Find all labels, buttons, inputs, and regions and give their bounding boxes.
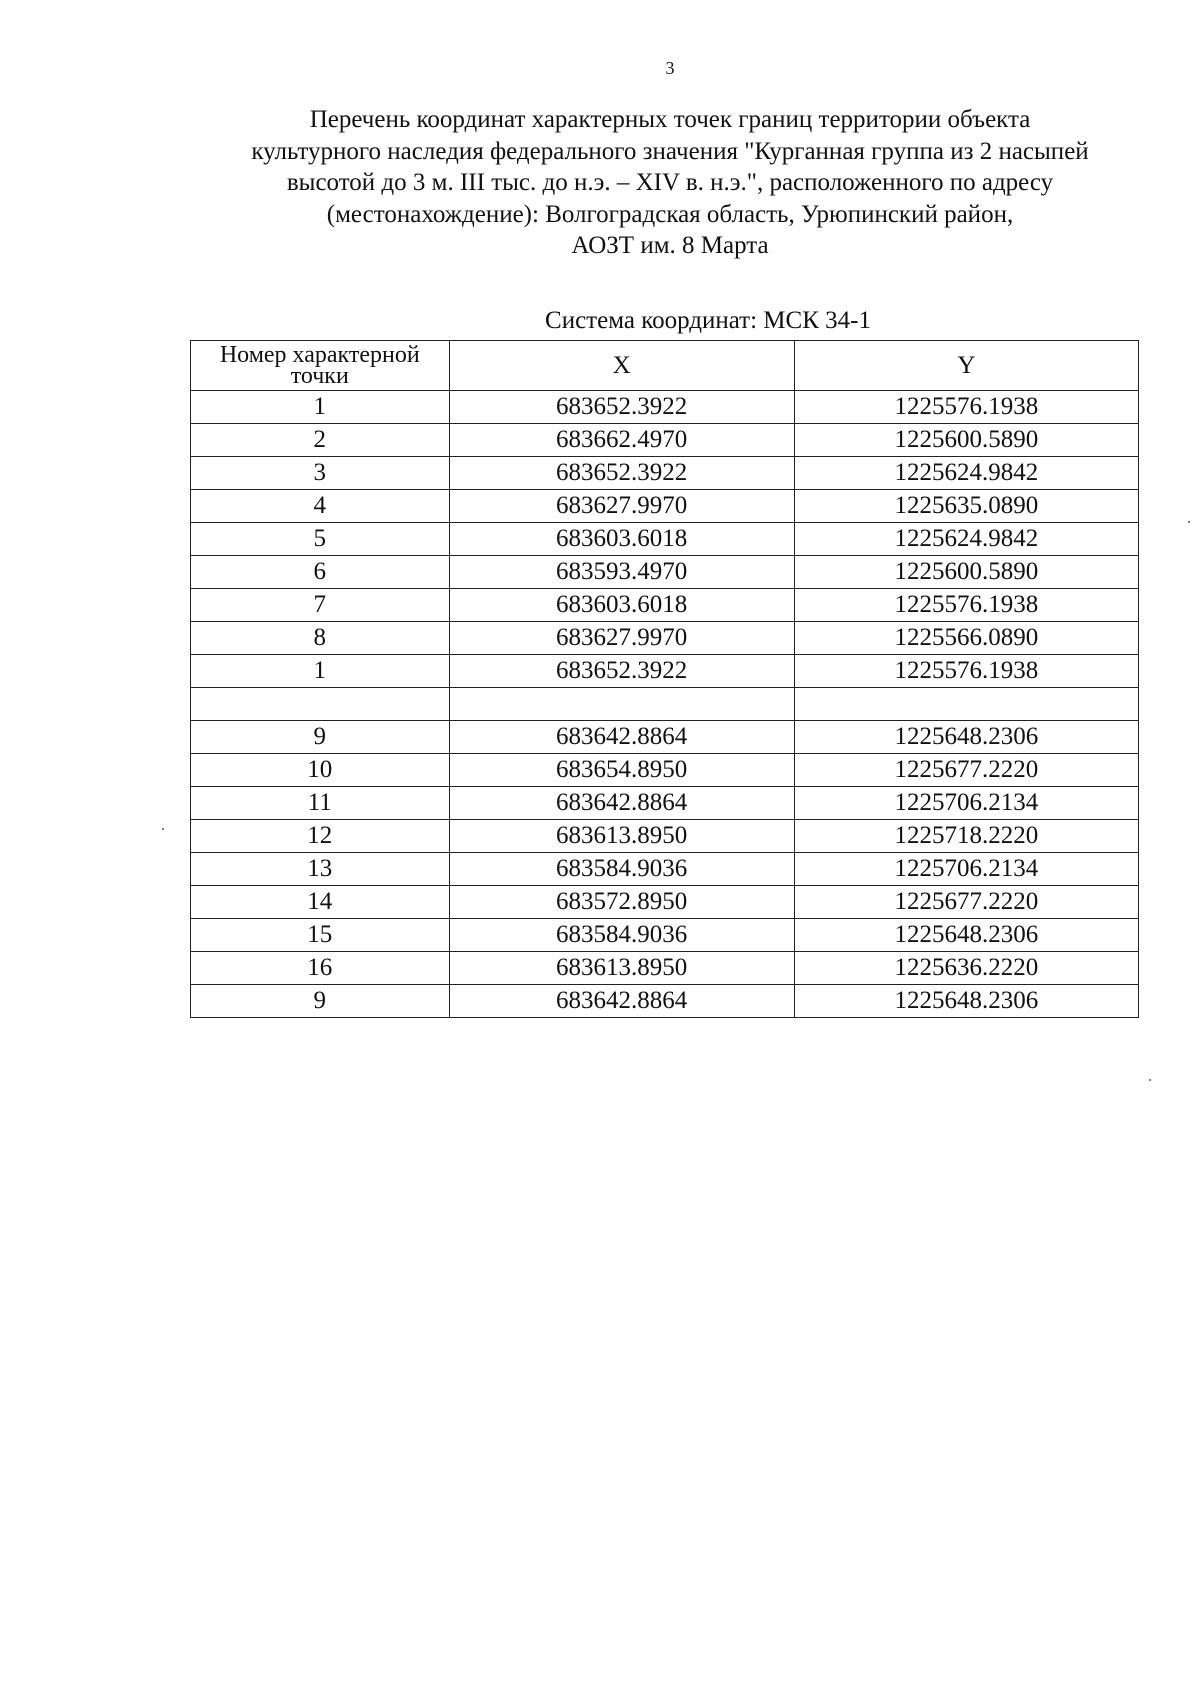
table-row [191, 853, 1139, 886]
cell-y: 1225648.2306 [794, 721, 1138, 754]
cell-y: 1225600.5890 [794, 424, 1138, 457]
cell-point-number: 15 [191, 919, 450, 952]
cell-y: 1225648.2306 [794, 985, 1138, 1018]
table-row [191, 589, 1139, 622]
cell-y: 1225718.2220 [794, 820, 1138, 853]
cell-x: 683642.8864 [449, 985, 794, 1018]
cell-point-number: 2 [191, 424, 450, 457]
cell-point-number: 7 [191, 589, 450, 622]
cell-x: 683613.8950 [449, 820, 794, 853]
table-row [191, 655, 1139, 688]
table-row [191, 424, 1139, 457]
cell-x: 683662.4970 [449, 424, 794, 457]
cell-y: 1225576.1938 [794, 391, 1138, 424]
cell-y: 1225706.2134 [794, 853, 1138, 886]
table-row [191, 622, 1139, 655]
cell-point-number: 3 [191, 457, 450, 490]
cell-point-number [191, 688, 450, 721]
cell-point-number: 13 [191, 853, 450, 886]
table-row [191, 985, 1139, 1018]
table-row [191, 886, 1139, 919]
table-row [191, 391, 1139, 424]
cell-x: 683613.8950 [449, 952, 794, 985]
cell-y: 1225600.5890 [794, 556, 1138, 589]
table-row [191, 787, 1139, 820]
table-row [191, 490, 1139, 523]
cell-y: 1225635.0890 [794, 490, 1138, 523]
cell-point-number: 5 [191, 523, 450, 556]
cell-y: 1225566.0890 [794, 622, 1138, 655]
table-row [191, 688, 1139, 721]
scan-speck [1188, 521, 1190, 523]
table-row [191, 556, 1139, 589]
cell-x: 683652.3922 [449, 655, 794, 688]
table-row [191, 754, 1139, 787]
cell-y [794, 688, 1138, 721]
cell-point-number: 1 [191, 655, 450, 688]
table-row [191, 523, 1139, 556]
cell-x: 683584.9036 [449, 919, 794, 952]
cell-x: 683642.8864 [449, 787, 794, 820]
cell-y: 1225624.9842 [794, 523, 1138, 556]
cell-x: 683603.6018 [449, 523, 794, 556]
cell-point-number: 1 [191, 391, 450, 424]
cell-y: 1225677.2220 [794, 886, 1138, 919]
coordinates-table [190, 340, 1139, 1018]
table-row [191, 721, 1139, 754]
cell-x: 683572.8950 [449, 886, 794, 919]
cell-y: 1225636.2220 [794, 952, 1138, 985]
cell-x: 683584.9036 [449, 853, 794, 886]
cell-x: 683642.8864 [449, 721, 794, 754]
title-line: Перечень координат характерных точек границ территории объекта [309, 106, 1031, 133]
cell-y: 1225706.2134 [794, 787, 1138, 820]
cell-point-number: 14 [191, 886, 450, 919]
header-x: X [449, 341, 794, 391]
cell-point-number: 11 [191, 787, 450, 820]
cell-x: 683654.8950 [449, 754, 794, 787]
cell-point-number: 9 [191, 721, 450, 754]
cell-y: 1225576.1938 [794, 589, 1138, 622]
cell-point-number: 8 [191, 622, 450, 655]
scan-speck [162, 828, 164, 830]
table-header-row [191, 341, 1139, 391]
title-line: АОЗТ им. 8 Марта [571, 232, 769, 259]
title-line: культурного наследия федерального значения "Курганная группа из 2 насыпей [251, 137, 1089, 165]
table-body [191, 391, 1139, 1018]
table-row [191, 820, 1139, 853]
cell-x [449, 688, 794, 721]
header-y: Y [794, 341, 1138, 391]
cell-x: 683652.3922 [449, 457, 794, 490]
header-point-number: Номер характерной точки [191, 341, 450, 391]
title-line: высотой до 3 м. III тыс. до н.э. – XIV в. н.э.", расположенного по адресу [286, 169, 1054, 196]
scan-speck [1149, 1079, 1151, 1081]
cell-point-number: 16 [191, 952, 450, 985]
cell-point-number: 4 [191, 490, 450, 523]
coordinate-system-label: Система координат: МСК 34-1 [545, 307, 871, 334]
document-title [170, 104, 1170, 262]
page-number: 3 [665, 58, 675, 78]
cell-point-number: 9 [191, 985, 450, 1018]
cell-y: 1225624.9842 [794, 457, 1138, 490]
cell-point-number: 12 [191, 820, 450, 853]
cell-y: 1225677.2220 [794, 754, 1138, 787]
cell-x: 683652.3922 [449, 391, 794, 424]
cell-y: 1225648.2306 [794, 919, 1138, 952]
cell-x: 683627.9970 [449, 622, 794, 655]
table-row [191, 952, 1139, 985]
cell-x: 683593.4970 [449, 556, 794, 589]
table-row [191, 457, 1139, 490]
cell-x: 683603.6018 [449, 589, 794, 622]
title-line: (местонахождение): Волгоградская область, Урюпинский район, [326, 200, 1014, 228]
cell-point-number: 10 [191, 754, 450, 787]
table-row [191, 919, 1139, 952]
cell-point-number: 6 [191, 556, 450, 589]
cell-y: 1225576.1938 [794, 655, 1138, 688]
cell-x: 683627.9970 [449, 490, 794, 523]
